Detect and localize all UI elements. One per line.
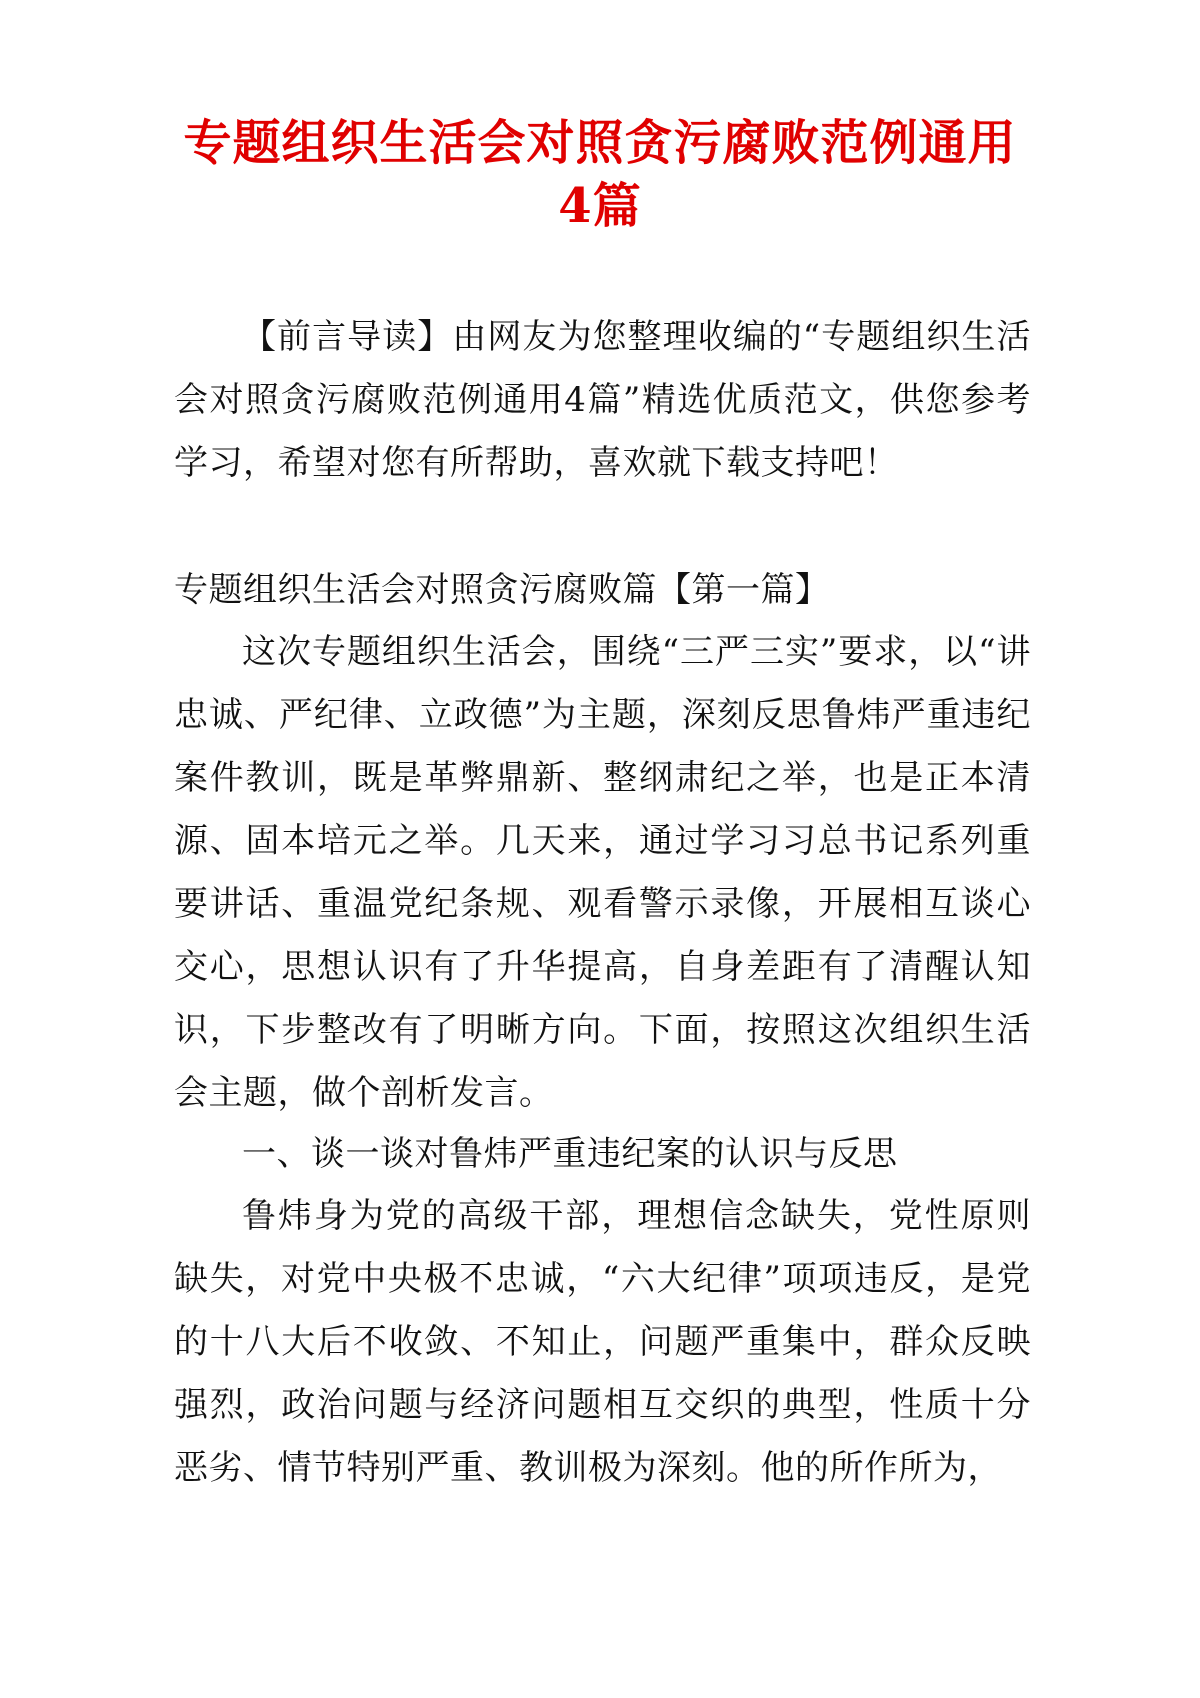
subheading-1: 一、谈一谈对鲁炜严重违纪案的认识与反思 xyxy=(242,1134,898,1174)
document-title: 专题组织生活会对照贪污腐败范例通用4篇 xyxy=(183,115,1017,234)
section-title: 专题组织生活会对照贪污腐败篇【第一篇】 xyxy=(174,570,830,610)
intro-paragraph: 【前言导读】由网友为您整理收编的“专题组织生活会对照贪污腐败范例通用4篇”精选优质范文，供您参考学习，希望对您有所帮助，喜欢就下载支持吧！ xyxy=(174,317,1031,483)
body-paragraph-1: 这次专题组织生活会，围绕“三严三实”要求，以“讲忠诚、严纪律、立政德”为主题，深刻反思鲁炜严重违纪案件教训，既是革弊鼎新、整纲肃纪之举，也是正本清源、固本培元之举。几天来，通过学习习总书记系列重要讲话、重温党纪条规、观看警示录像，开展相互谈心交心，思想认识有了升华提高，自身差距有了清醒认知识，下步整改有了明晰方向。下面，按照这次组织生活会主题，做个剖析发言。 xyxy=(174,632,1031,1113)
body-paragraph-2: 鲁炜身为党的高级干部，理想信念缺失，党性原则缺失，对党中央极不忠诚，“六大纪律”项项违反，是党的十八大后不收敛、不知止，问题严重集中，群众反映强烈，政治问题与经济问题相互交织的典型，性质十分恶劣、情节特别严重、教训极为深刻。他的所作所为， xyxy=(174,1196,1031,1488)
